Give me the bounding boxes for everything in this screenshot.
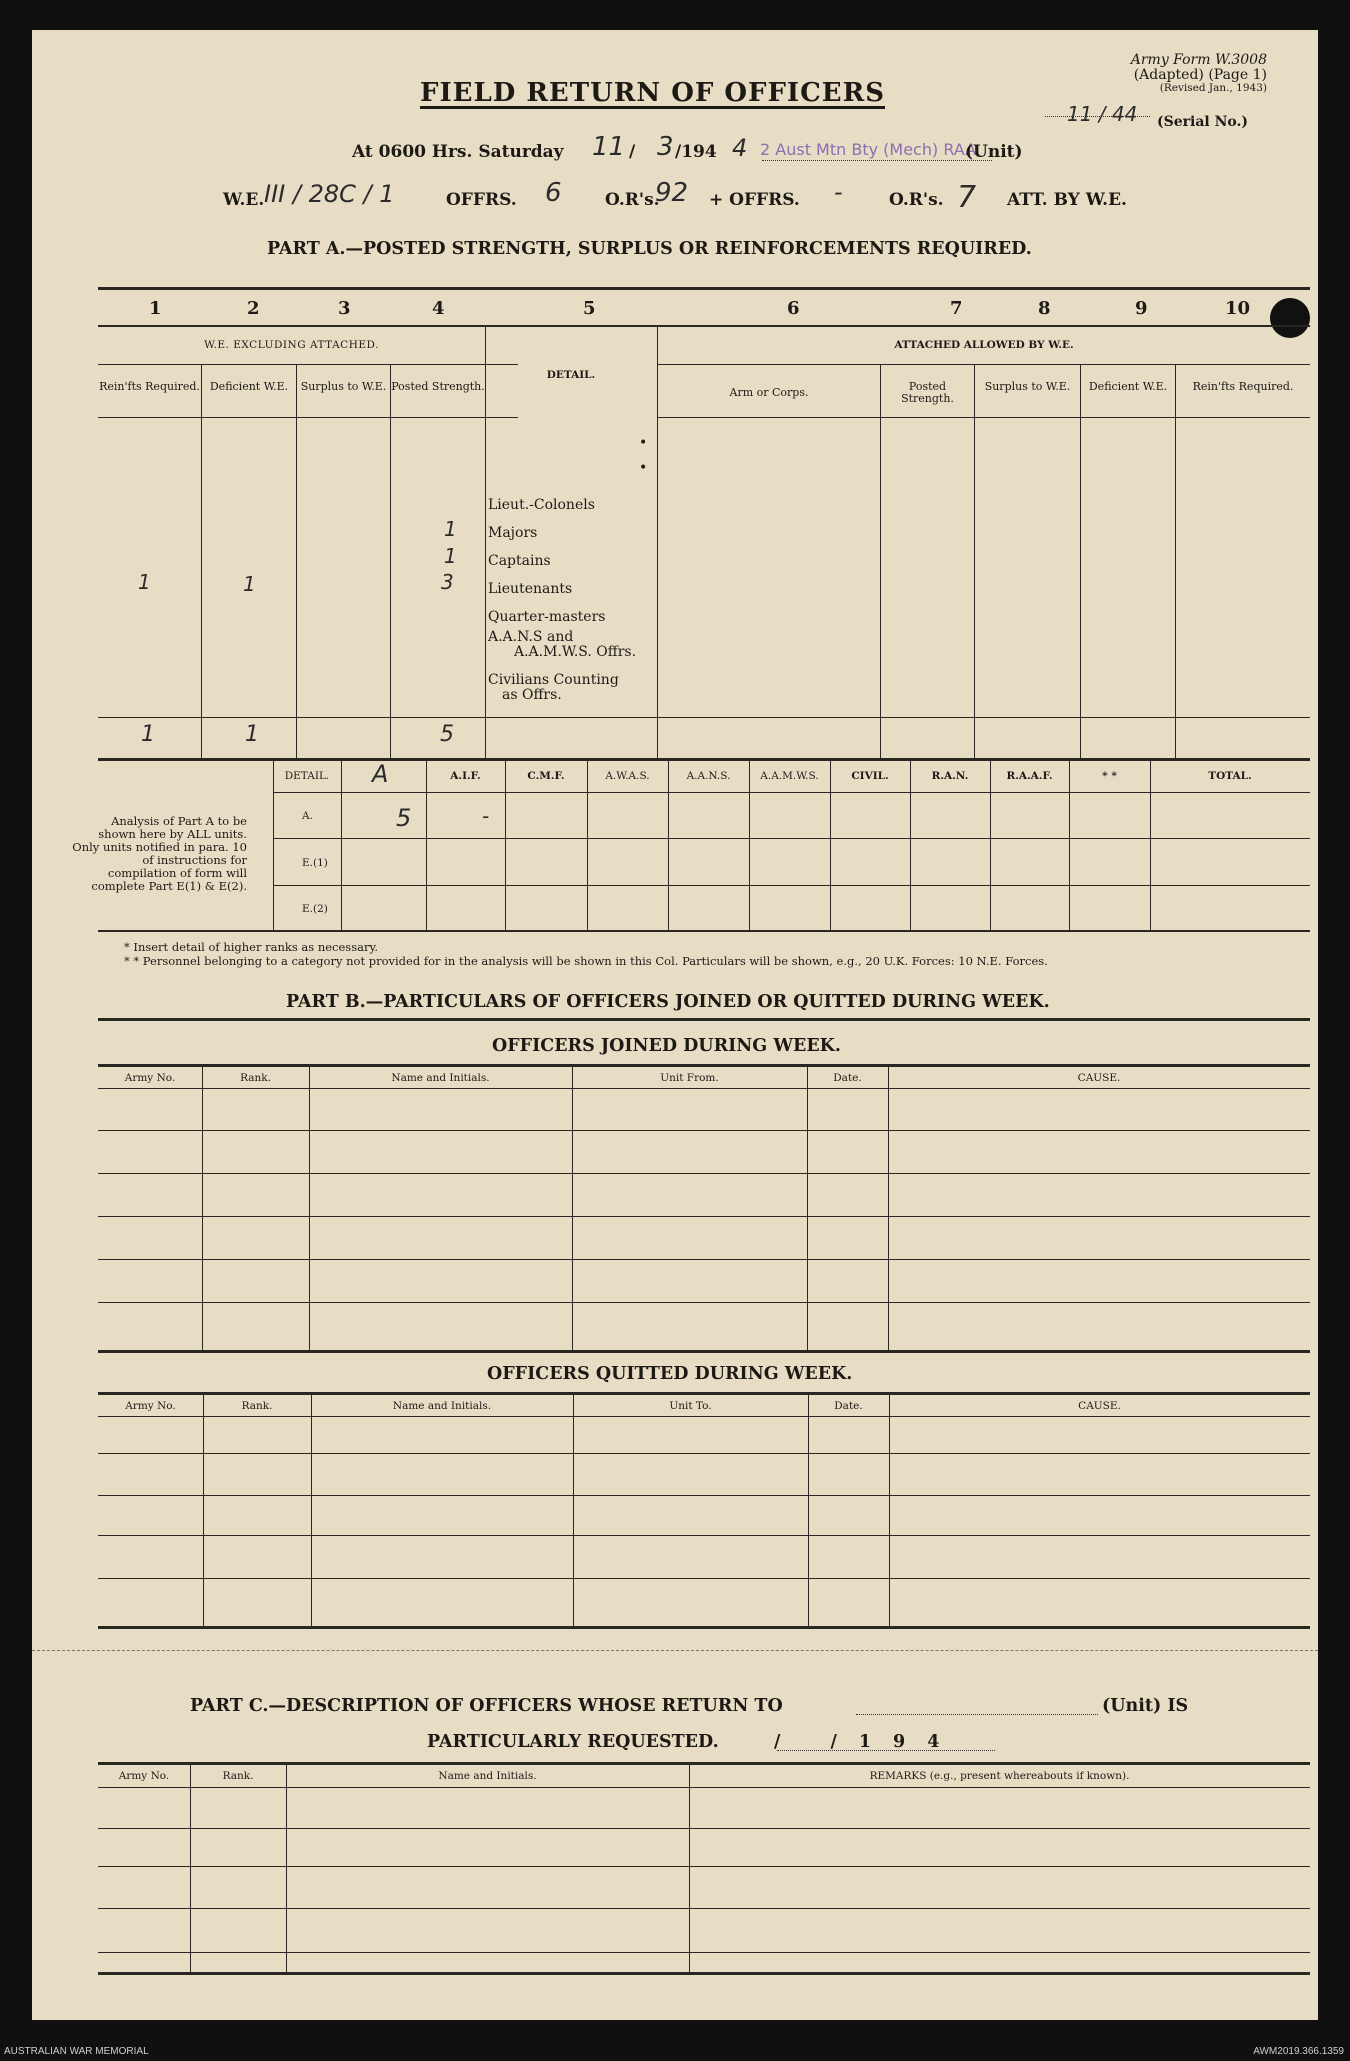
an-row-a: A. [302,810,313,822]
an-hdr-aans: A.A.N.S. [686,770,731,782]
an-row-e2: E.(2) [302,903,328,915]
analysis-header-rule [273,792,1310,793]
detail-header: DETAIL. [546,369,596,381]
rank-aans [488,630,636,660]
serial-label: (Serial No.) [1157,114,1248,130]
left-header-rule [98,417,518,418]
joined-table-header: CAUSE. [1077,1072,1121,1084]
partc-table-row-line [98,1908,1310,1909]
part-c-unit-dotted [856,1714,1098,1715]
quitted-table-header: Unit To. [669,1400,712,1412]
punch-hole [1270,298,1310,338]
unit-label: (Unit) [965,142,1023,162]
we-excl-header: W.E. EXCLUDING ATTACHED. [204,339,379,351]
rank-aans-line1: A.A.N.S and [488,629,574,645]
footer-right: AWM2019.366.1359 [1253,2046,1344,2057]
vline-a7 [974,364,975,758]
quitted-table-header: Date. [834,1400,863,1412]
part-b-title: PART B.—PARTICULARS OF OFFICERS JOINED OR QUITTED DURING WEEK. [286,992,1050,1012]
part-c-date: / /194 [774,1732,962,1752]
form-sheet [32,30,1318,2020]
an-vline-6 [749,760,750,931]
month-value: 3 [657,132,674,162]
hdr-posted: Posted Strength. [391,380,485,393]
an-vline-10 [1069,760,1070,931]
an-vline-2 [426,760,427,931]
an-hdr-cmf: C.M.F. [527,770,565,782]
vline-a3 [390,364,391,758]
rank-captains: Captains [488,553,551,569]
hdr-deficient-att: Deficient W.E. [1088,380,1168,393]
form-id [1067,52,1267,94]
col-num-6: 6 [787,298,800,319]
rank-majors: Majors [488,525,538,541]
total-posted: 5 [440,722,454,747]
joined-table-row-line [98,1302,1310,1303]
rank-quartermasters: Quarter-masters [488,609,606,625]
vline-a4 [485,326,486,758]
an-vline-3 [505,760,506,931]
rank-list [488,491,605,631]
an-hdr-aif: A.I.F. [450,770,481,782]
footnote-2: * * Personnel belonging to a category not provided for in the analysis will be shown in this Col. Particulars will be shown, e.g., 20 U.K. Forces: 10 N.E. Forces. [124,954,1048,968]
joined-table-row-line [98,1173,1310,1174]
an-vline-7 [830,760,831,931]
rank-civilians [488,673,619,703]
footer-left: AUSTRALIAN WAR MEMORIAL [4,2046,149,2057]
col-num-7: 7 [950,298,963,319]
hdr-arm-corps: Arm or Corps. [729,386,809,399]
offrs-value: 6 [545,178,562,208]
partc-table-row-line [98,1866,1310,1867]
col-num-10: 10 [1225,298,1251,319]
joined-table-header: Unit From. [660,1072,719,1084]
plus-offrs-label: + OFFRS. [709,190,800,210]
unit-dotted-line [762,160,992,161]
joined-table-col-line [202,1067,203,1350]
footnote-1: * Insert detail of higher ranks as necessary. [124,940,379,954]
serial-value: 11 / 44 [1067,102,1138,126]
hdr-posted-att: Posted Strength. [901,380,954,405]
year-prefix: /194 [675,142,717,162]
quitted-table-row-line [98,1453,1310,1454]
analysis-row-rule-2 [273,885,1310,886]
quitted-title: OFFICERS QUITTED DURING WEEK. [487,1364,853,1384]
part-a-bottom-rule [98,758,1310,761]
att-label: ATT. BY W.E. [1007,190,1127,210]
joined-title: OFFICERS JOINED DURING WEEK. [492,1036,841,1056]
captains-posted: 1 [444,544,457,568]
lt-deficient: 1 [243,572,256,596]
joined-table-col-line [888,1067,889,1350]
quitted-table-header: Rank. [241,1400,273,1412]
rank-aans-line2: A.A.M.W.S. Offrs. [514,644,637,660]
analysis-row-rule-1 [273,838,1310,839]
page-title: FIELD RETURN OF OFFICERS [420,78,885,108]
an-hdr-awas: A.W.A.S. [605,770,650,782]
vline-a9 [1175,364,1176,758]
right-header-rule [658,417,1310,418]
an-hdr-civil: CIVIL. [851,770,889,782]
joined-table-header: Rank. [240,1072,271,1084]
partc-table-header: Rank. [222,1770,254,1782]
quitted-table-row-line [98,1495,1310,1496]
joined-table-col-line [572,1067,573,1350]
majors-posted: 1 [444,517,457,541]
attached-header: ATTACHED ALLOWED BY W.E. [894,339,1074,351]
form-id-line3: (Revised Jan., 1943) [1159,82,1267,94]
vline-a8 [1080,364,1081,758]
total-reinf: 1 [141,722,155,747]
an-hdr-raaf: R.A.A.F. [1006,770,1053,782]
joined-table-row-line [98,1130,1310,1131]
joined-table-row-line [98,1259,1310,1260]
at-hrs-label: At 0600 Hrs. Saturday [352,142,564,162]
lt-reinf: 1 [138,570,151,594]
partc-table-col-line [190,1765,191,1972]
an-vline-0 [273,760,274,931]
rank-lt-colonels: Lieut.-Colonels [488,497,595,513]
rank-civilians-line2: as Offrs. [502,687,562,703]
ors2-label: O.R's. [889,190,944,210]
part-b-rule [98,1018,1310,1021]
higher-rank-dot-1: • [639,435,648,451]
lt-posted: 3 [441,570,454,594]
year-digit: 4 [732,134,748,162]
rank-lieutenants: Lieutenants [488,581,573,597]
partc-table-col-line [286,1765,287,1972]
col-num-4: 4 [432,298,445,319]
unit-stamp: 2 Aust Mtn Bty (Mech) RAA [760,140,977,159]
hdr-surplus-att: Surplus to W.E. [984,380,1071,393]
partc-table-col-line [689,1765,690,1972]
an-vline-11 [1150,760,1151,931]
quitted-table-col-line [203,1395,204,1626]
quitted-table-row-line [98,1535,1310,1536]
an-vline-1 [341,760,342,931]
an-vline-5 [668,760,669,931]
perforation-line [32,1650,1318,1651]
vline-a6 [880,364,881,758]
col-num-8: 8 [1038,298,1051,319]
joined-table-header: Date. [833,1072,862,1084]
part-c-line2: PARTICULARLY REQUESTED. [427,1732,719,1752]
part-c-date-dotted [777,1750,995,1751]
joined-table-col-line [309,1067,310,1350]
slash-1: / [629,142,636,162]
part-c-line1b: (Unit) IS [1102,1696,1189,1716]
partc-table-row-line [98,1828,1310,1829]
quitted-table-header: CAUSE. [1078,1400,1121,1412]
we-label: W.E. [223,190,265,210]
colnum-rule [98,325,1310,327]
higher-rank-dot-2: • [639,460,648,476]
partc-table-header: Army No. [118,1770,170,1782]
an-hdr-aamws: A.A.M.W.S. [760,770,819,782]
partc-table-row-line [98,1787,1310,1788]
an-hdr-other: * * [1102,770,1117,782]
vline-a1 [201,364,202,758]
partc-table-header: Name and Initials. [438,1770,537,1782]
col-num-1: 1 [149,298,162,319]
quitted-table-row-line [98,1578,1310,1579]
part-a-title: PART A.—POSTED STRENGTH, SURPLUS OR REINFORCEMENTS REQUIRED. [267,239,1032,259]
an-hdr-ran: R.A.N. [931,770,969,782]
hdr-surplus: Surplus to W.E. [300,380,387,393]
joined-table-row-line [98,1216,1310,1217]
an-a-value: 5 [396,804,412,832]
we-excl-rule [98,364,518,365]
col-num-2: 2 [247,298,260,319]
quitted-table-header: Name and Initials. [392,1400,492,1412]
joined-bottom-rule [98,1350,1310,1353]
part-a-top-rule [98,287,1310,290]
day-value: 11 [592,132,626,162]
hdr-reinf-req: Rein'fts Required. [99,380,200,393]
an-vline-9 [990,760,991,931]
vline-a2 [296,364,297,758]
an-hdr-total: TOTAL. [1208,770,1252,782]
quitted-table-header: Army No. [125,1400,176,1412]
ors-value: 92 [655,178,689,208]
quitted-table-col-line [573,1395,574,1626]
an-vline-8 [910,760,911,931]
form-id-line2: (Adapted) (Page 1) [1133,67,1267,83]
part-c-line1a: PART C.—DESCRIPTION OF OFFICERS WHOSE RETURN TO [190,1696,783,1716]
ors-label: O.R's. [605,190,660,210]
an-hdr-a: A [372,760,389,788]
joined-top-rule [98,1064,1310,1067]
partc-table-row-line [98,1952,1310,1953]
ors2-value: 7 [957,180,977,215]
part-c-bottom-rule [98,1972,1310,1975]
quitted-table-col-line [889,1395,890,1626]
quitted-table-row-line [98,1416,1310,1417]
quitted-table-col-line [311,1395,312,1626]
hdr-deficient: Deficient W.E. [209,380,289,393]
joined-table-col-line [807,1067,808,1350]
col-num-3: 3 [338,298,351,319]
total-deficient: 1 [245,722,259,747]
serial-dotted-line [1045,116,1150,117]
joined-table-row-line [98,1088,1310,1089]
col-num-5: 5 [583,298,596,319]
rank-civilians-line1: Civilians Counting [488,672,619,688]
quitted-top-rule [98,1392,1310,1395]
attached-rule [658,364,1310,365]
analysis-note: Analysis of Part A to be shown here by ALL units. Only units notified in para. 10 of instructions for compilation of form will complete Part E(1) & E(2). [72,814,247,893]
joined-table-header: Army No. [124,1072,176,1084]
offrs-label: OFFRS. [446,190,517,210]
analysis-bottom-rule [98,930,1310,932]
partc-table-header: REMARKS (e.g., present whereabouts if known). [869,1770,1130,1782]
an-vline-4 [587,760,588,931]
an-hdr-detail: DETAIL. [284,770,330,782]
an-aif-value: - [482,804,490,828]
hdr-reinf-att: Rein'fts Required. [1192,380,1294,393]
quitted-bottom-rule [98,1626,1310,1629]
form-id-line1: Army Form W.3008 [1130,52,1267,68]
plus-offrs-value: - [834,178,843,206]
col-num-9: 9 [1135,298,1148,319]
an-row-e1: E.(1) [302,857,328,869]
totals-rule [98,717,1310,718]
part-c-top-rule [98,1762,1310,1765]
quitted-table-col-line [808,1395,809,1626]
we-value: III / 28C / 1 [264,180,395,208]
joined-table-header: Name and Initials. [391,1072,490,1084]
